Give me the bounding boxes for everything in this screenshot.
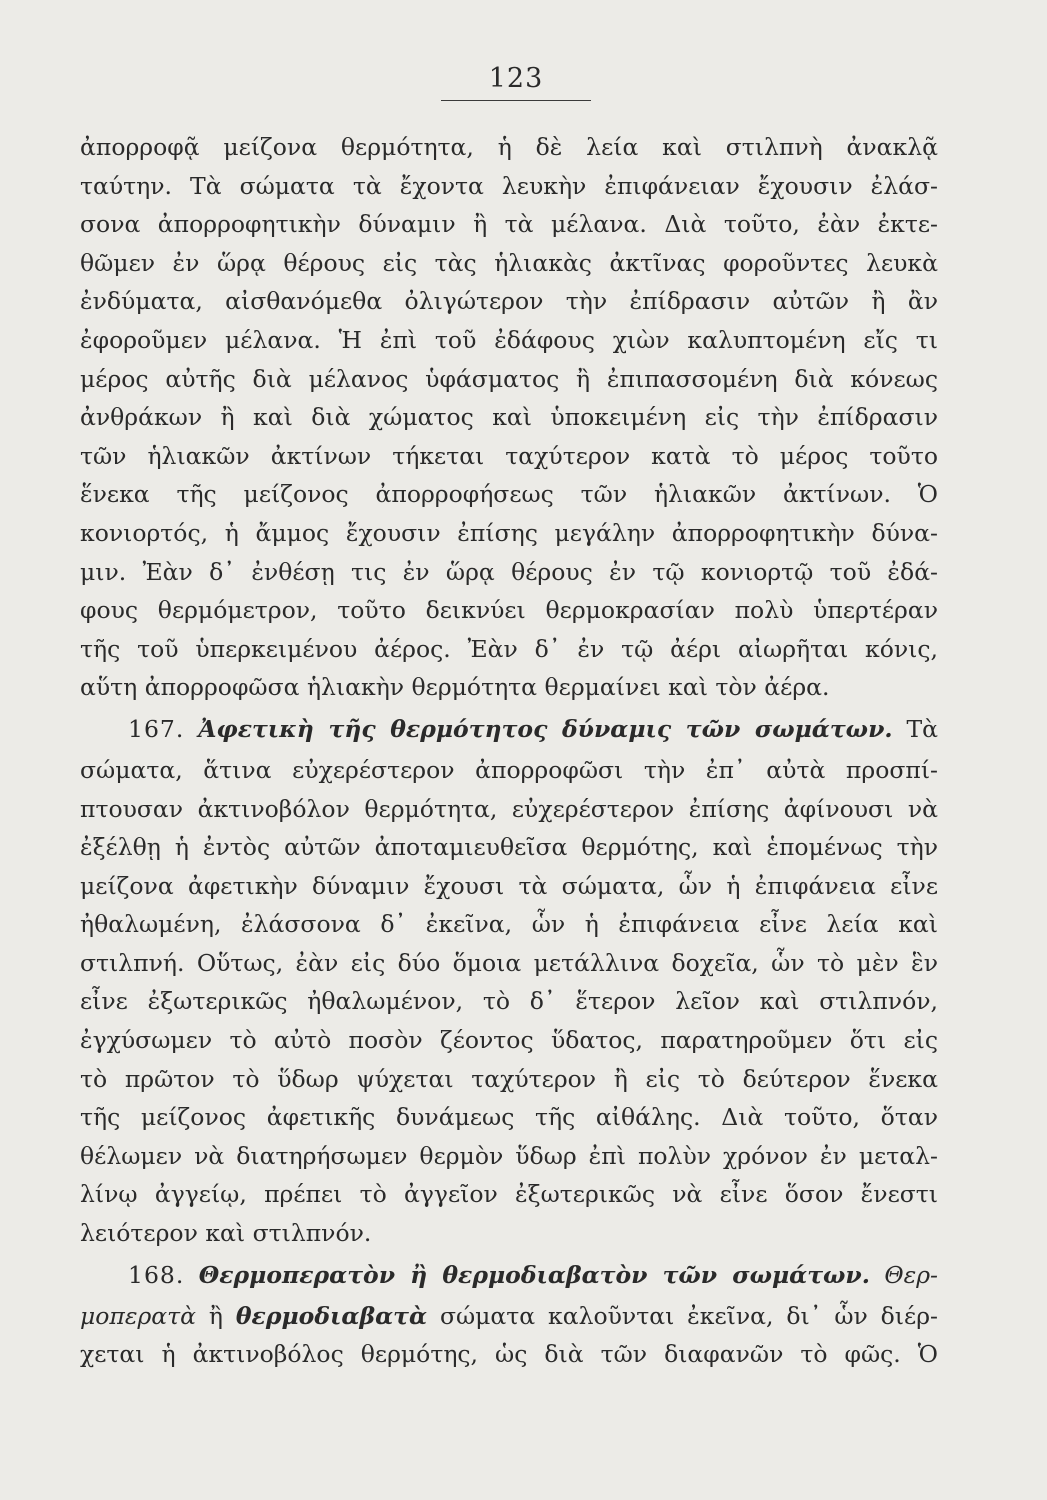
text-line: τῆς μείζονος ἀφετικῆς δυνάμεως τῆς αἰθάλης. Διὰ τοῦτο, ὅταν (80, 1103, 938, 1132)
text-line: ἐνδύματα, αἰσθανόμεθα ὀλιγώτερον τὴν ἐπίδρασιν αὐτῶν ἢ ἂν (80, 287, 938, 316)
text-line: χεται ἡ ἀκτινοβόλος θερμότης, ὡς διὰ τῶν διαφανῶν τὸ φῶς. Ὁ (80, 1340, 938, 1369)
body-text (80, 128, 938, 1374)
section-167 (80, 707, 938, 1253)
page-number: 123 (488, 63, 544, 94)
text-line: τῶν ἡλιακῶν ἀκτίνων τήκεται ταχύτερον κατὰ τὸ μέρος τοῦτο (80, 441, 938, 470)
text-line: κονιορτός, ἡ ἄμμος ἔχουσιν ἐπίσης μεγάλην ἀπορροφητικὴν δύνα- (80, 518, 938, 547)
text-line: πτουσαν ἀκτινοβόλον θερμότητα, εὐχερέστερον ἐπίσης ἀφίνουσι νὰ (80, 794, 938, 823)
section-number: 168. (128, 1260, 185, 1289)
section-heading-line (80, 1253, 938, 1297)
text-line: τῆς τοῦ ὑπερκειμένου ἀέρος. Ἐὰν δ᾽ ἐν τῷ ἀέρι αἰωρῆται κόνις, (80, 634, 938, 663)
section-168 (80, 1253, 938, 1374)
term-fragment: θερμοδιαβατὰ (235, 1301, 428, 1330)
text-line: μέρος αὐτῆς διὰ μέλανος ὑφάσματος ἢ ἐπιπασσομένη διὰ κόνεως (80, 364, 938, 393)
text-line: ἠθαλωμένη, ἐλάσσονα δ᾽ ἐκεῖνα, ὧν ἡ ἐπιφάνεια εἶνε λεία καὶ (80, 910, 938, 939)
term-fragment: μοπερατὰ (80, 1301, 197, 1330)
text-line: ἐγχύσωμεν τὸ αὐτὸ ποσὸν ζέοντος ὕδατος, παρατηροῦμεν ὅτι εἰς (80, 1026, 938, 1055)
section-heading-line (80, 707, 938, 751)
text-line: μιν. Ἐὰν δ᾽ ἐνθέσῃ τις ἐν ὥρᾳ θέρους ἐν τῷ κονιορτῷ τοῦ ἐδά- (80, 557, 938, 586)
text-line: μείζονα ἀφετικὴν δύναμιν ἔχουσι τὰ σώματα, ὧν ἡ ἐπιφάνεια εἶνε (80, 871, 938, 900)
header-rule (441, 100, 591, 101)
text-line: στιλπνή. Οὕτως, ἐὰν εἰς δύο ὅμοια μετάλλινα δοχεῖα, ὧν τὸ μὲν ἓν (80, 948, 938, 977)
text-line (80, 1297, 938, 1336)
section-number: 167. (128, 714, 185, 743)
text-line: ἐξέλθῃ ἡ ἐντὸς αὐτῶν ἀποταμιευθεῖσα θερμότης, καὶ ἑπομένως τὴν (80, 833, 938, 862)
text-line: θῶμεν ἐν ὥρᾳ θέρους εἰς τὰς ἡλιακὰς ἀκτῖνας φοροῦντες λευκὰ (80, 248, 938, 277)
text-fragment: Τὰ (906, 714, 938, 743)
section-title: Ἀφετικὴ τῆς θερμότητος δύναμις τῶν σωμάτων. (198, 714, 893, 743)
text-line: ἀνθράκων ἢ καὶ διὰ χώματος καὶ ὑποκειμένη εἰς τὴν ἐπίδρασιν (80, 403, 938, 432)
paragraph-absorption (80, 128, 938, 707)
text-fragment: σώματα καλοῦνται ἐκεῖνα, δι᾽ ὧν διέρ- (439, 1301, 938, 1330)
text-line: σονα ἀπορροφητικὴν δύναμιν ἢ τὰ μέλανα. Διὰ τοῦτο, ἐὰν ἐκτε- (80, 210, 938, 239)
text-line: θέλωμεν νὰ διατηρήσωμεν θερμὸν ὕδωρ ἐπὶ πολὺν χρόνον ἐν μεταλ- (80, 1141, 938, 1170)
text-line: ἀπορροφᾷ μείζονα θερμότητα, ἡ δὲ λεία καὶ στιλπνὴ ἀνακλᾷ (80, 133, 938, 161)
text-line: ἐφοροῦμεν μέλανα. Ἡ ἐπὶ τοῦ ἐδάφους χιὼν καλυπτομένη εἴς τι (80, 325, 938, 354)
text-line: ἕνεκα τῆς μείζονος ἀπορροφήσεως τῶν ἡλιακῶν ἀκτίνων. Ὁ (80, 480, 938, 509)
text-fragment: ἢ (208, 1301, 223, 1330)
text-line: φους θερμόμετρον, τοῦτο δεικνύει θερμοκρασίαν πολὺ ὑπερτέραν (80, 596, 938, 625)
page-header (441, 62, 591, 101)
text-line: αὕτη ἀπορροφῶσα ἡλιακὴν θερμότητα θερμαίνει καὶ τὸν ἀέρα. (80, 673, 830, 702)
text-fragment: Θερ- (884, 1260, 938, 1289)
text-line: σώματα, ἅτινα εὐχερέστερον ἀπορροφῶσι τὴν ἐπ᾽ αὐτὰ προσπί- (80, 755, 938, 784)
text-line: ταύτην. Τὰ σώματα τὰ ἔχοντα λευκὴν ἐπιφάνειαν ἔχουσιν ἐλάσ- (80, 171, 938, 200)
text-line: λίνῳ ἀγγείῳ, πρέπει τὸ ἀγγεῖον ἐξωτερικῶς νὰ εἶνε ὅσον ἔνεστι (80, 1180, 938, 1209)
section-title: Θερμοπερατὸν ἢ θερμοδιαβατὸν τῶν σωμάτων. (198, 1260, 870, 1289)
text-line: λειότερον καὶ στιλπνόν. (80, 1219, 372, 1248)
text-line: τὸ πρῶτον τὸ ὕδωρ ψύχεται ταχύτερον ἢ εἰς τὸ δεύτερον ἕνεκα (80, 1064, 938, 1093)
text-line: εἶνε ἐξωτερικῶς ἠθαλωμένον, τὸ δ᾽ ἕτερον λεῖον καὶ στιλπνόν, (80, 987, 938, 1016)
